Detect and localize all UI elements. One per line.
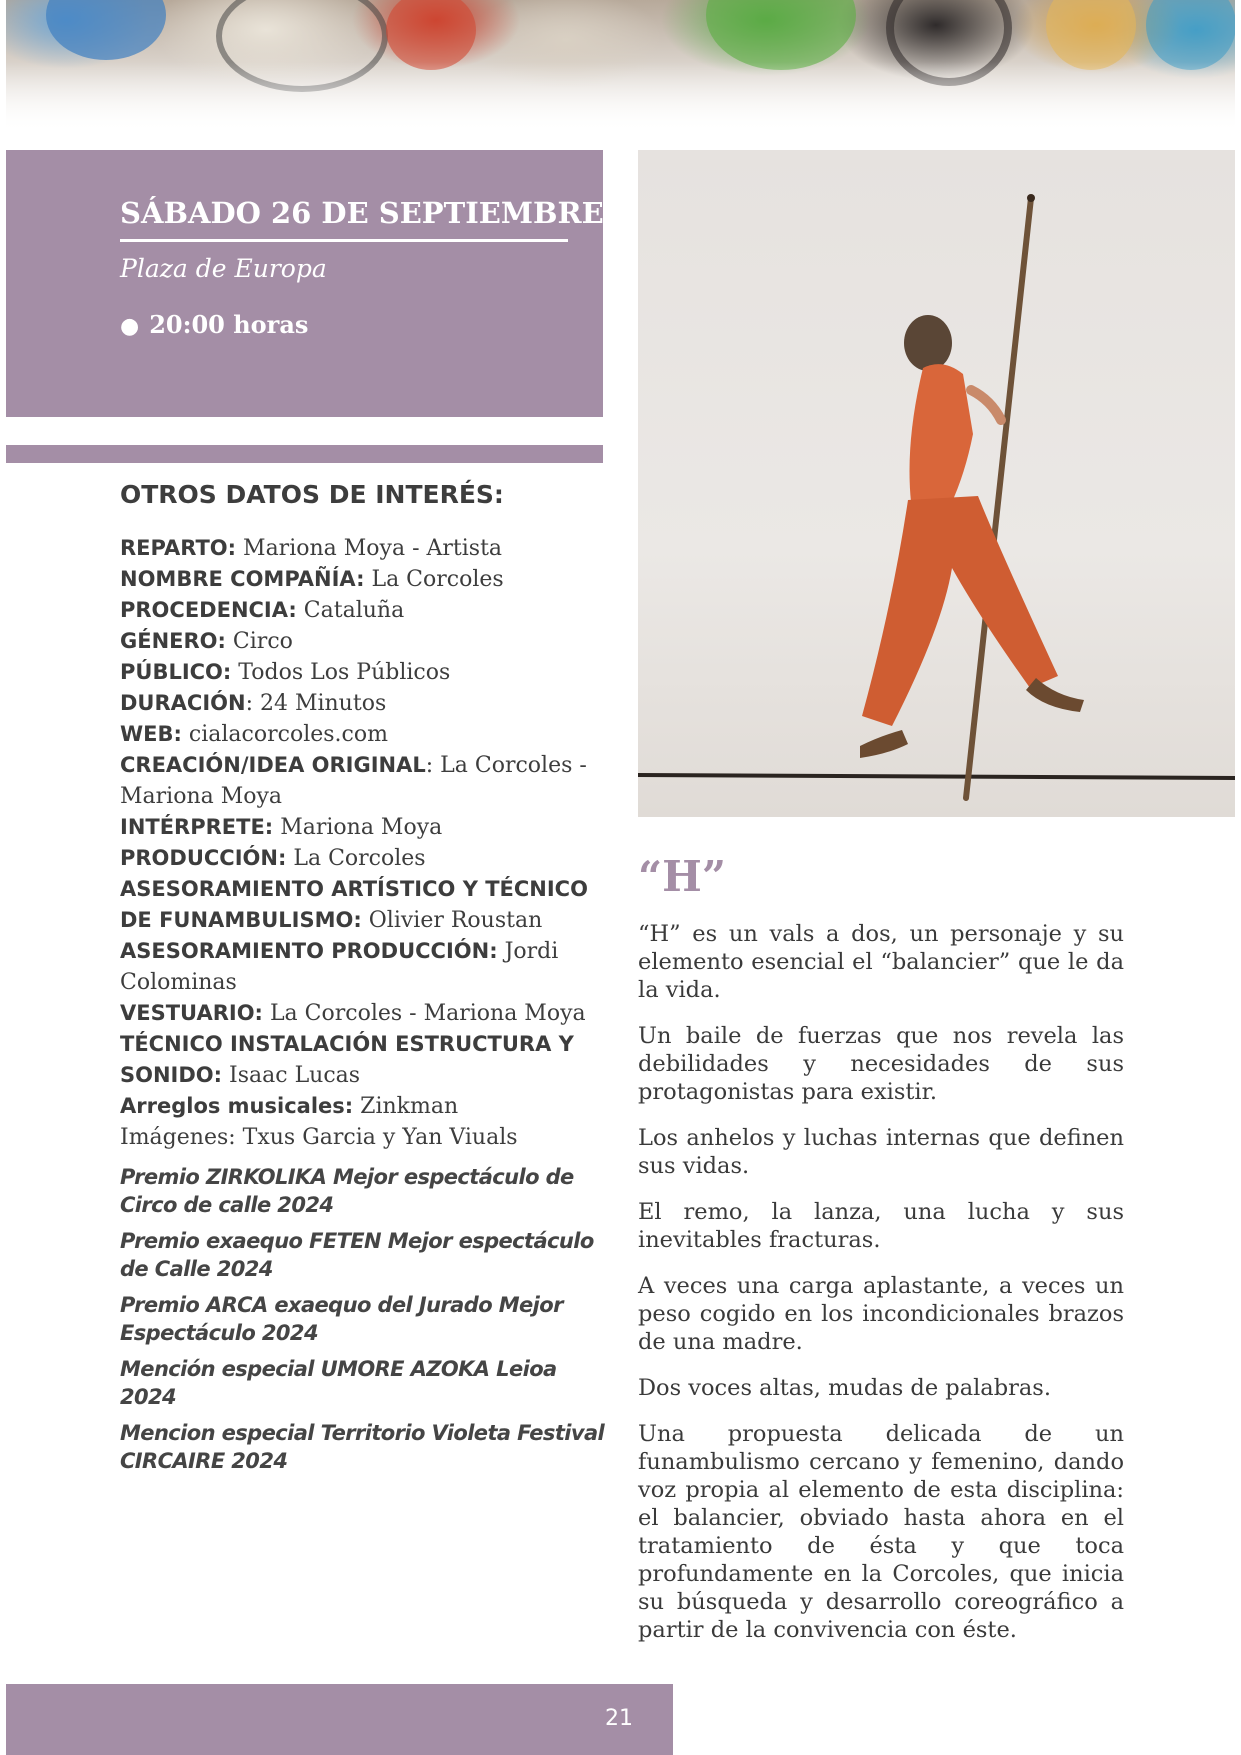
bullet-icon: ● [120, 313, 140, 339]
credit-value: La Corcoles [364, 567, 504, 592]
credit-value: La Corcoles [286, 846, 426, 871]
credit-key: PROCEDENCIA: [120, 598, 297, 622]
credit-value: Olivier Roustan [361, 908, 543, 933]
info-section [120, 480, 610, 1491]
performer-photo [638, 150, 1235, 817]
credit-value: Cataluña [296, 598, 405, 623]
credit-key: REPARTO: [120, 536, 237, 560]
credit-item [120, 812, 610, 843]
award-item: Premio exaequo FETEN Mejor espectáculo de Calle 2024 [120, 1229, 594, 1281]
credit-key: TÉCNICO INSTALACIÓN ESTRUCTURA Y SONIDO: [120, 1032, 574, 1087]
credit-value: Mariona Moya - Artista [236, 536, 503, 561]
credit-item [120, 564, 610, 595]
event-venue: Plaza de Europa [120, 254, 327, 283]
event-time-text: 20:00 horas [149, 310, 309, 339]
credit-value: : La Corcoles - Mariona Moya [120, 753, 587, 809]
credit-item [120, 657, 610, 688]
credit-item [120, 843, 610, 874]
event-date: SÁBADO 26 DE SEPTIEMBRE [120, 196, 568, 242]
description-paragraph: “H” es un vals a dos, un personaje y su elemento esencial el “balancier” que le da la vida. [638, 921, 1124, 1003]
credit-key: PRODUCCIÓN: [120, 846, 287, 870]
tightrope-walker-illustration [638, 150, 1235, 817]
banner-mural-image [6, 0, 1235, 132]
credit-key: ASESORAMIENTO ARTÍSTICO Y TÉCNICO DE FUNAMBULISMO: [120, 877, 588, 932]
credit-item [120, 750, 610, 812]
award-item: Mencion especial Territorio Violeta Festival CIRCAIRE 2024 [120, 1421, 605, 1473]
credit-value: Isaac Lucas [222, 1063, 361, 1088]
credit-key: WEB: [120, 722, 182, 746]
credit-key: CREACIÓN/IDEA ORIGINAL [120, 753, 426, 777]
description-paragraph: Dos voces altas, mudas de palabras. [638, 1375, 1051, 1401]
credit-key: INTÉRPRETE: [120, 815, 274, 839]
award-item: Mención especial UMORE AZOKA Leioa 2024 [120, 1357, 557, 1409]
credit-value: Imágenes: Txus Garcia y Yan Viuals [120, 1125, 518, 1150]
credits-list [120, 533, 610, 1153]
credit-item [120, 688, 610, 719]
info-heading: OTROS DATOS DE INTERÉS: [120, 480, 504, 509]
description-paragraph: A veces una carga aplastante, a veces un peso cogido en los incondicionales brazos de una madre. [638, 1273, 1124, 1355]
event-date-box [6, 150, 603, 417]
event-time [120, 310, 308, 339]
description-paragraph: El remo, la lanza, una lucha y sus inevitables fracturas. [638, 1199, 1124, 1253]
credit-item [120, 626, 610, 657]
credit-value: cialacorcoles.com [181, 722, 388, 747]
credit-item [120, 998, 610, 1029]
description-paragraph: Los anhelos y luchas internas que definen sus vidas. [638, 1125, 1124, 1179]
description-paragraph: Una propuesta delicada de un funambulismo cercano y femenino, dando voz propia al elemento de esta disciplina: el balancier, obviado hasta ahora en el tratamiento de ésta y que toca profundamente en la Corcoles, que inicia su búsqueda y desarrollo coreográfico a partir de la convivencia con éste. [638, 1421, 1124, 1643]
award-item: Premio ZIRKOLIKA Mejor espectáculo de Circo de calle 2024 [120, 1165, 574, 1217]
credit-key: NOMBRE COMPAÑÍA: [120, 567, 365, 591]
credit-key: GÉNERO: [120, 629, 226, 653]
credit-item [120, 1029, 610, 1091]
credit-key: VESTUARIO: [120, 1001, 263, 1025]
credit-value: Todos Los Públicos [231, 660, 451, 685]
show-description [638, 920, 1124, 1662]
awards-list [120, 1163, 610, 1475]
credit-item [120, 1091, 610, 1122]
credit-item [120, 1122, 610, 1153]
page-footer [6, 1684, 673, 1755]
credit-item [120, 533, 610, 564]
credit-key: PÚBLICO: [120, 660, 232, 684]
credit-value: Circo [225, 629, 293, 654]
credit-key: Arreglos musicales: [120, 1094, 354, 1118]
credit-item [120, 595, 610, 626]
credit-value: Jordi Colominas [120, 939, 559, 995]
show-title: “H” [638, 852, 726, 901]
page-number: 21 [605, 1706, 633, 1731]
award-item: Premio ARCA exaequo del Jurado Mejor Espectáculo 2024 [120, 1293, 563, 1345]
credit-item [120, 874, 610, 936]
credit-key: DURACIÓN [120, 691, 246, 715]
section-divider [6, 445, 603, 463]
credit-item [120, 719, 610, 750]
credit-item [120, 936, 610, 998]
credit-value: : 24 Minutos [245, 691, 387, 716]
description-paragraph: Un baile de fuerzas que nos revela las debilidades y necesidades de sus protagonistas para existir. [638, 1023, 1124, 1105]
credit-value: La Corcoles - Mariona Moya [262, 1001, 586, 1026]
credit-value: Mariona Moya [273, 815, 443, 840]
credit-key: ASESORAMIENTO PRODUCCIÓN: [120, 939, 498, 963]
credit-value: Zinkman [353, 1094, 459, 1119]
